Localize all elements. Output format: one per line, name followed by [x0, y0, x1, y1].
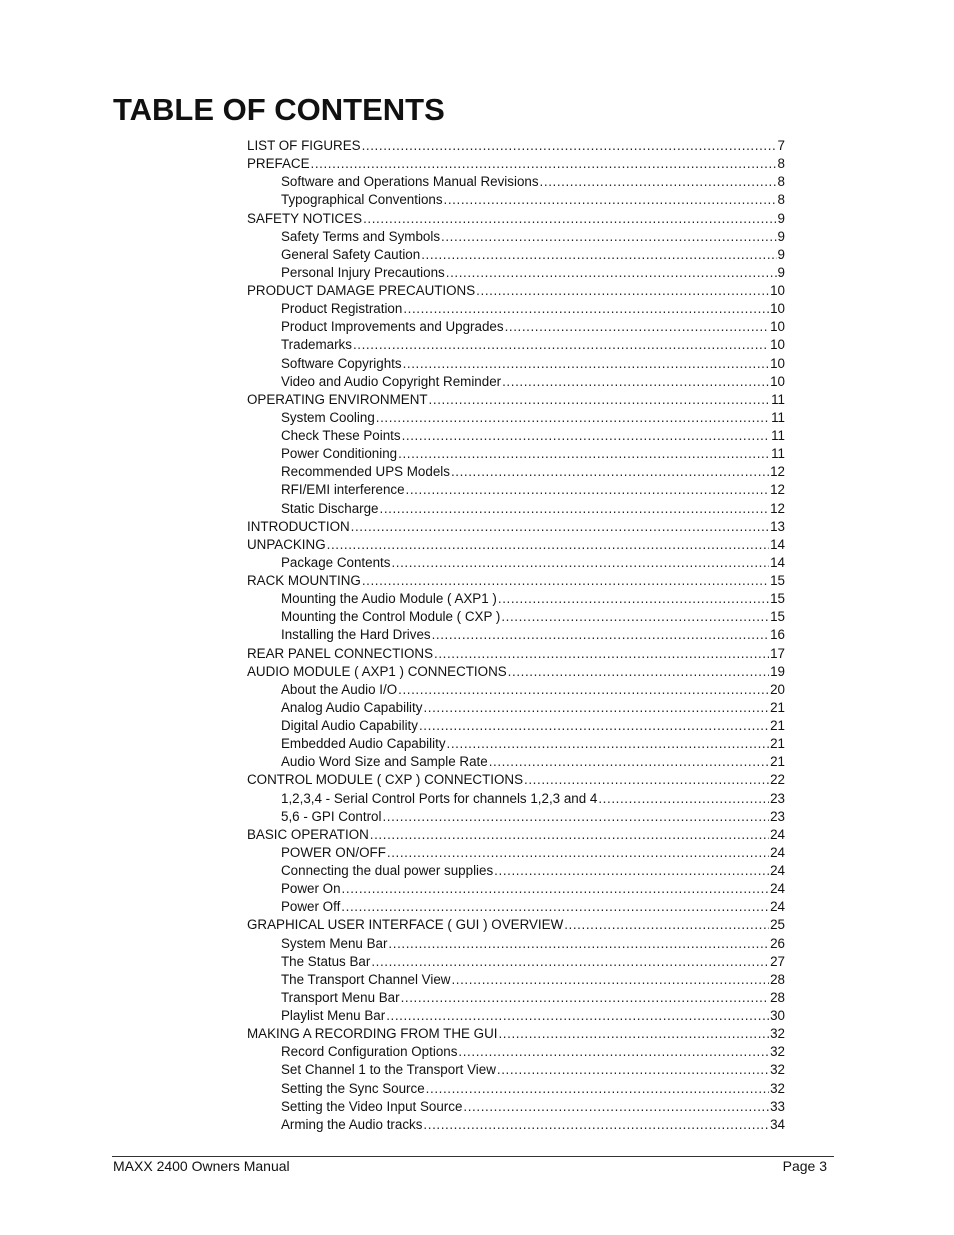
toc-leader-dots: [429, 391, 771, 409]
toc-leader-dots: [388, 935, 769, 953]
toc-entry-page: 24: [770, 899, 785, 915]
toc-entry-label: Analog Audio Capability: [281, 699, 423, 715]
toc-entry[interactable]: [247, 391, 785, 409]
toc-entry-page: 10: [770, 319, 785, 335]
toc-entry-label: Setting the Video Input Source: [281, 1098, 463, 1114]
toc-leader-dots: [382, 808, 769, 826]
toc-leader-dots: [458, 1043, 769, 1061]
toc-entry[interactable]: [247, 155, 785, 173]
toc-entry-page: 21: [770, 718, 785, 733]
toc-leader-dots: [341, 898, 769, 916]
toc-leader-dots: [362, 572, 769, 590]
toc-leader-dots: [540, 173, 777, 191]
toc-subentry[interactable]: [247, 373, 785, 391]
toc-subentry[interactable]: [247, 699, 785, 717]
toc-entry-label: PRODUCT DAMAGE PRECAUTIONS: [247, 283, 476, 298]
toc-entry-label: Set Channel 1 to the Transport View: [281, 1062, 496, 1078]
toc-entry-label: Trademarks: [281, 337, 352, 353]
toc-entry-label: Playlist Menu Bar: [281, 1008, 386, 1023]
toc-entry-page: 21: [770, 699, 785, 715]
toc-leader-dots: [447, 735, 770, 753]
toc-entry[interactable]: [247, 210, 785, 228]
toc-leader-dots: [419, 717, 769, 735]
toc-entry-page: 24: [770, 844, 785, 860]
toc-subentry[interactable]: [247, 844, 785, 862]
toc-entry-label: OPERATING ENVIRONMENT: [247, 391, 428, 407]
toc-subentry[interactable]: [247, 753, 785, 771]
toc-entry-page: 17: [770, 645, 785, 661]
toc-entry-label: UNPACKING: [247, 536, 326, 552]
table-of-contents: [247, 137, 785, 1134]
toc-entry-label: CONTROL MODULE ( CXP ) CONNECTIONS: [247, 772, 524, 788]
toc-subentry[interactable]: [247, 1080, 785, 1098]
toc-entry-label: The Transport Channel View: [281, 971, 451, 987]
toc-leader-dots: [498, 1025, 769, 1043]
toc-leader-dots: [497, 1061, 769, 1079]
toc-entry-page: 21: [770, 754, 785, 770]
toc-leader-dots: [391, 554, 769, 572]
toc-leader-dots: [434, 645, 769, 663]
toc-entry-label: LIST OF FIGURES: [247, 138, 361, 153]
toc-subentry[interactable]: [247, 264, 785, 282]
toc-entry[interactable]: [247, 536, 785, 554]
toc-entry-page: 21: [770, 736, 785, 752]
toc-entry[interactable]: [247, 771, 785, 789]
toc-entry-label: Transport Menu Bar: [281, 989, 400, 1005]
toc-entry[interactable]: [247, 137, 785, 155]
toc-subentry[interactable]: [247, 1007, 785, 1025]
toc-leader-dots: [451, 463, 769, 481]
toc-entry-label: Embedded Audio Capability: [281, 736, 446, 752]
toc-leader-dots: [501, 608, 769, 626]
toc-subentry[interactable]: [247, 935, 785, 953]
toc-entry-page: 28: [770, 971, 785, 987]
toc-leader-dots: [371, 953, 769, 971]
footer-page-number: Page 3: [782, 1158, 827, 1174]
toc-entry-label: Video and Audio Copyright Reminder: [281, 373, 502, 389]
toc-entry-label: Safety Terms and Symbols: [281, 228, 441, 244]
toc-entry-label: Personal Injury Precautions: [281, 264, 445, 280]
toc-entry-label: Power Off: [281, 899, 341, 915]
toc-leader-dots: [446, 264, 777, 282]
toc-entry-page: 12: [770, 482, 785, 498]
toc-entry-label: Installing the Hard Drives: [281, 627, 431, 643]
toc-subentry[interactable]: [247, 717, 785, 735]
toc-entry[interactable]: [247, 916, 785, 934]
toc-entry-page: 9: [777, 210, 785, 226]
toc-entry[interactable]: [247, 572, 785, 590]
toc-leader-dots: [370, 826, 769, 844]
toc-entry[interactable]: [247, 518, 785, 536]
toc-entry-label: Mounting the Audio Module ( AXP1 ): [281, 591, 497, 607]
toc-leader-dots: [451, 971, 769, 989]
toc-entry-page: 10: [770, 337, 785, 353]
toc-leader-dots: [441, 228, 777, 246]
toc-entry-page: 25: [770, 917, 785, 933]
toc-entry-page: 11: [771, 409, 785, 425]
toc-entry[interactable]: [247, 282, 785, 300]
toc-leader-dots: [402, 427, 771, 445]
toc-subentry[interactable]: [247, 626, 785, 644]
toc-entry-label: Software and Operations Manual Revisions: [281, 174, 539, 190]
toc-entry-label: Static Discharge: [281, 500, 379, 516]
toc-entry[interactable]: [247, 663, 785, 681]
toc-entry-label: Check These Points: [281, 428, 401, 443]
toc-leader-dots: [327, 536, 769, 554]
toc-entry-page: 28: [770, 989, 785, 1005]
toc-entry-label: Product Registration: [281, 301, 403, 317]
toc-leader-dots: [494, 862, 769, 880]
toc-entry-label: REAR PANEL CONNECTIONS: [247, 645, 434, 661]
toc-entry-page: 8: [777, 174, 785, 190]
toc-leader-dots: [387, 844, 769, 862]
toc-entry[interactable]: [247, 1025, 785, 1043]
toc-entry-page: 24: [770, 881, 785, 897]
toc-subentry[interactable]: [247, 808, 785, 826]
toc-entry-page: 16: [770, 627, 785, 643]
toc-subentry[interactable]: [247, 445, 785, 463]
toc-entry-page: 23: [770, 790, 785, 806]
toc-entry-page: 10: [770, 283, 785, 298]
toc-entry-page: 22: [770, 772, 785, 788]
toc-subentry[interactable]: [247, 790, 785, 808]
toc-entry-label: The Status Bar: [281, 953, 371, 969]
toc-entry-label: 5,6 - GPI Control: [281, 808, 382, 824]
toc-subentry[interactable]: [247, 246, 785, 264]
toc-leader-dots: [564, 916, 769, 934]
toc-entry-label: PREFACE: [247, 156, 310, 172]
toc-subentry[interactable]: [247, 500, 785, 518]
toc-entry-label: SAFETY NOTICES: [247, 210, 363, 226]
toc-entry-page: 14: [770, 536, 785, 552]
toc-entry-page: 11: [771, 391, 785, 407]
toc-subentry[interactable]: [247, 409, 785, 427]
toc-entry-page: 19: [770, 663, 785, 679]
toc-leader-dots: [362, 137, 777, 155]
toc-leader-dots: [386, 1007, 769, 1025]
toc-subentry[interactable]: [247, 228, 785, 246]
toc-entry-page: 10: [770, 373, 785, 389]
toc-subentry[interactable]: [247, 191, 785, 209]
toc-leader-dots: [423, 1116, 769, 1134]
toc-subentry[interactable]: [247, 1061, 785, 1079]
toc-entry-page: 11: [771, 428, 785, 443]
toc-leader-dots: [524, 771, 769, 789]
toc-entry-page: 14: [770, 554, 785, 570]
toc-entry-label: RACK MOUNTING: [247, 573, 361, 588]
toc-entry-page: 34: [770, 1116, 785, 1132]
toc-entry-page: 23: [770, 808, 785, 824]
toc-leader-dots: [311, 155, 777, 173]
toc-subentry[interactable]: [247, 300, 785, 318]
footer-manual-title: MAXX 2400 Owners Manual: [113, 1158, 290, 1174]
toc-entry-page: 26: [770, 935, 785, 951]
toc-entry-label: BASIC OPERATION: [247, 826, 369, 842]
toc-entry-page: 8: [777, 192, 785, 208]
toc-leader-dots: [508, 663, 769, 681]
toc-entry-label: Mounting the Control Module ( CXP ): [281, 609, 501, 625]
toc-entry-label: Power On: [281, 881, 341, 897]
toc-entry-label: System Menu Bar: [281, 935, 388, 951]
toc-entry-page: 30: [770, 1008, 785, 1023]
toc-entry-label: Digital Audio Capability: [281, 718, 418, 733]
toc-subentry[interactable]: [247, 1098, 785, 1116]
toc-subentry[interactable]: [247, 953, 785, 971]
toc-subentry[interactable]: [247, 336, 785, 354]
toc-subentry[interactable]: [247, 608, 785, 626]
toc-leader-dots: [401, 989, 770, 1007]
toc-entry-label: POWER ON/OFF: [281, 844, 386, 860]
toc-leader-dots: [498, 590, 769, 608]
toc-leader-dots: [363, 210, 776, 228]
toc-subentry[interactable]: [247, 463, 785, 481]
toc-entry-label: GRAPHICAL USER INTERFACE ( GUI ) OVERVIEW: [247, 917, 564, 933]
toc-entry-page: 15: [770, 573, 785, 588]
toc-entry-label: RFI/EMI interference: [281, 482, 405, 498]
toc-leader-dots: [476, 282, 769, 300]
toc-leader-dots: [353, 336, 769, 354]
toc-leader-dots: [489, 753, 769, 771]
toc-entry-page: 11: [771, 446, 785, 462]
toc-subentry[interactable]: [247, 971, 785, 989]
toc-entry-page: 13: [770, 518, 785, 534]
toc-entry-page: 27: [770, 953, 785, 969]
toc-subentry[interactable]: [247, 898, 785, 916]
toc-subentry[interactable]: [247, 427, 785, 445]
toc-entry-page: 8: [777, 156, 785, 172]
toc-entry-label: INTRODUCTION: [247, 518, 350, 534]
toc-entry-label: Product Improvements and Upgrades: [281, 319, 504, 335]
toc-leader-dots: [351, 518, 769, 536]
toc-entry-label: Recommended UPS Models: [281, 464, 450, 480]
toc-leader-dots: [376, 409, 770, 427]
toc-entry-page: 32: [770, 1062, 785, 1078]
toc-subentry[interactable]: [247, 1116, 785, 1134]
toc-entry-page: 9: [777, 228, 785, 244]
toc-leader-dots: [406, 481, 770, 499]
toc-entry-page: 20: [770, 681, 785, 697]
toc-entry-label: Arming the Audio tracks: [281, 1116, 423, 1132]
toc-leader-dots: [398, 681, 769, 699]
toc-leader-dots: [505, 318, 770, 336]
toc-entry-label: Typographical Conventions: [281, 192, 443, 208]
toc-entry-label: Audio Word Size and Sample Rate: [281, 754, 488, 770]
toc-entry-page: 15: [770, 591, 785, 607]
toc-subentry[interactable]: [247, 735, 785, 753]
toc-subentry[interactable]: [247, 862, 785, 880]
toc-leader-dots: [342, 880, 770, 898]
toc-leader-dots: [403, 300, 769, 318]
toc-entry-label: Package Contents: [281, 554, 391, 570]
toc-entry[interactable]: [247, 826, 785, 844]
toc-entry-label: System Cooling: [281, 409, 375, 425]
toc-entry-page: 10: [770, 355, 785, 371]
toc-subentry[interactable]: [247, 880, 785, 898]
toc-entry-label: About the Audio I/O: [281, 681, 398, 697]
toc-entry-page: 9: [777, 264, 785, 280]
toc-subentry[interactable]: [247, 989, 785, 1007]
toc-entry-page: 32: [770, 1026, 785, 1042]
toc-entry-label: 1,2,3,4 - Serial Control Ports for channels 1,2,3 and 4: [281, 790, 598, 806]
toc-leader-dots: [423, 699, 769, 717]
toc-leader-dots: [426, 1080, 769, 1098]
toc-entry-page: 32: [770, 1080, 785, 1096]
toc-entry-label: Record Configuration Options: [281, 1044, 458, 1060]
toc-entry-label: AUDIO MODULE ( AXP1 ) CONNECTIONS: [247, 663, 507, 679]
toc-leader-dots: [403, 355, 770, 373]
toc-entry-page: 12: [770, 500, 785, 516]
toc-leader-dots: [398, 445, 770, 463]
toc-subentry[interactable]: [247, 355, 785, 373]
toc-leader-dots: [502, 373, 769, 391]
toc-leader-dots: [421, 246, 776, 264]
toc-entry-page: 10: [770, 301, 785, 317]
toc-subentry[interactable]: [247, 481, 785, 499]
toc-entry-label: Setting the Sync Source: [281, 1080, 425, 1096]
page-title: TABLE OF CONTENTS: [113, 92, 445, 127]
toc-entry-page: 15: [770, 609, 785, 625]
toc-entry-page: 24: [770, 863, 785, 878]
toc-subentry[interactable]: [247, 681, 785, 699]
toc-subentry[interactable]: [247, 554, 785, 572]
toc-entry[interactable]: [247, 645, 785, 663]
toc-entry-page: 9: [777, 246, 785, 262]
toc-entry-label: Connecting the dual power supplies: [281, 863, 494, 878]
toc-subentry[interactable]: [247, 173, 785, 191]
toc-entry-page: 32: [770, 1044, 785, 1060]
toc-leader-dots: [463, 1098, 769, 1116]
toc-leader-dots: [444, 191, 777, 209]
toc-entry-label: Software Copyrights: [281, 355, 402, 371]
toc-subentry[interactable]: [247, 318, 785, 336]
toc-entry-page: 12: [770, 464, 785, 480]
toc-subentry[interactable]: [247, 590, 785, 608]
toc-entry-label: MAKING A RECORDING FROM THE GUI: [247, 1026, 498, 1042]
toc-subentry[interactable]: [247, 1043, 785, 1061]
toc-entry-page: 33: [770, 1098, 785, 1114]
toc-entry-label: Power Conditioning: [281, 446, 398, 462]
toc-entry-page: 7: [777, 138, 785, 153]
toc-leader-dots: [432, 626, 770, 644]
toc-leader-dots: [380, 500, 770, 518]
toc-entry-label: General Safety Caution: [281, 246, 421, 262]
toc-entry-page: 24: [770, 826, 785, 842]
toc-leader-dots: [598, 790, 769, 808]
